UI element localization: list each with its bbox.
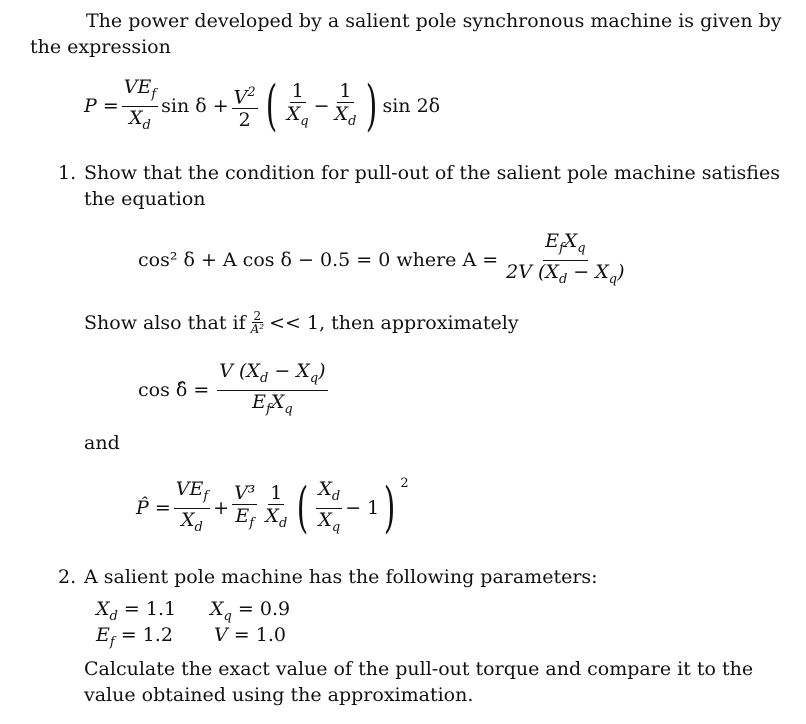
cos-delta-hat-fraction: $\frac{V (X_d - X_q)}{E_fX_q}$ (219, 360, 326, 417)
power-sin-2delta: sin 2δ (382, 95, 441, 118)
cos-delta-hat-lhs: cos δ̂ = (138, 379, 210, 402)
param-xd: $X_d = 1.1$ (96, 598, 177, 624)
p-hat-equation: P̂ = $\frac{VE_f}{X_d}$ + $\frac{\text{V³}}{E_f}$ $\frac{1}{X_d}$ ( $\frac{X_d}{X_q}$ − 1 ) $^2$ (136, 476, 409, 540)
q1-line-2: the equation (84, 188, 206, 210)
p-hat-term2-fraction: $\frac{\text{V³}}{E_f}$ (234, 481, 256, 531)
p-hat-lhs: P̂ = (136, 497, 171, 520)
q1-number: 1. (58, 162, 77, 184)
cos-delta-hat-equation (138, 360, 331, 421)
p-hat-term1-fraction: $\frac{VE_f}{X_d}$ (175, 478, 209, 535)
power-term1-fraction: $\frac{VE_f}{X_d}$ (123, 76, 157, 133)
power-term2-fraction: $\frac{V^2}{2}$ (232, 82, 258, 131)
power-inv-xd-fraction: $\frac{1}{X_d}$ (334, 79, 357, 129)
power-sin-delta: sin δ + (161, 95, 229, 118)
q2-intro: A salient pole machine has the following parameters: (84, 566, 598, 588)
p-hat-square-exponent: 2 (400, 476, 409, 491)
power-lhs: P = (84, 95, 119, 118)
p-hat-term3-fraction: $\frac{1}{X_d}$ (265, 481, 288, 531)
and-text: and (84, 432, 120, 454)
power-equation: P = $\frac{VE_f}{X_d}$ sin δ + $\frac{V^2}{2}$ ( $\frac{1}{X_q}$ − $\frac{1}{X_d}$ ) sin 2δ (84, 74, 441, 138)
pullout-condition-lhs: cos² δ + A cos δ − 0.5 = 0 where A = (138, 249, 499, 272)
intro-line-2: the expression (30, 36, 171, 58)
param-ef: $E_f = 1.2$ (96, 624, 173, 650)
param-v: V = 1.0 (214, 624, 286, 646)
param-xq: $X_q = 0.9$ (210, 598, 291, 624)
p-hat-ratio-fraction: $\frac{X_d}{X_q}$ (318, 478, 341, 535)
power-inv-xq-fraction: $\frac{1}{X_q}$ (286, 79, 309, 129)
q2-calc-line-2: value obtained using the approximation. (84, 684, 474, 706)
two-over-a-squared-fraction: $\frac{2}{\text{A²}}$ (250, 309, 265, 336)
q1-line-1: Show that the condition for pull-out of the salient pole machine satisfies (84, 162, 780, 184)
pullout-condition-equation (138, 230, 630, 291)
q2-calc-line-1: Calculate the exact value of the pull-out torque and compare it to the (84, 658, 754, 680)
intro-line-1: The power developed by a salient pole synchronous machine is given by (86, 10, 782, 32)
approx-condition-line: Show also that if $\frac{2}{\text{A²}}$ << 1, then approximately (84, 309, 519, 336)
q2-number: 2. (58, 566, 77, 588)
a-definition-fraction: $\frac{E_fX_q}{2V (X_d - X_q)}$ (506, 230, 625, 287)
